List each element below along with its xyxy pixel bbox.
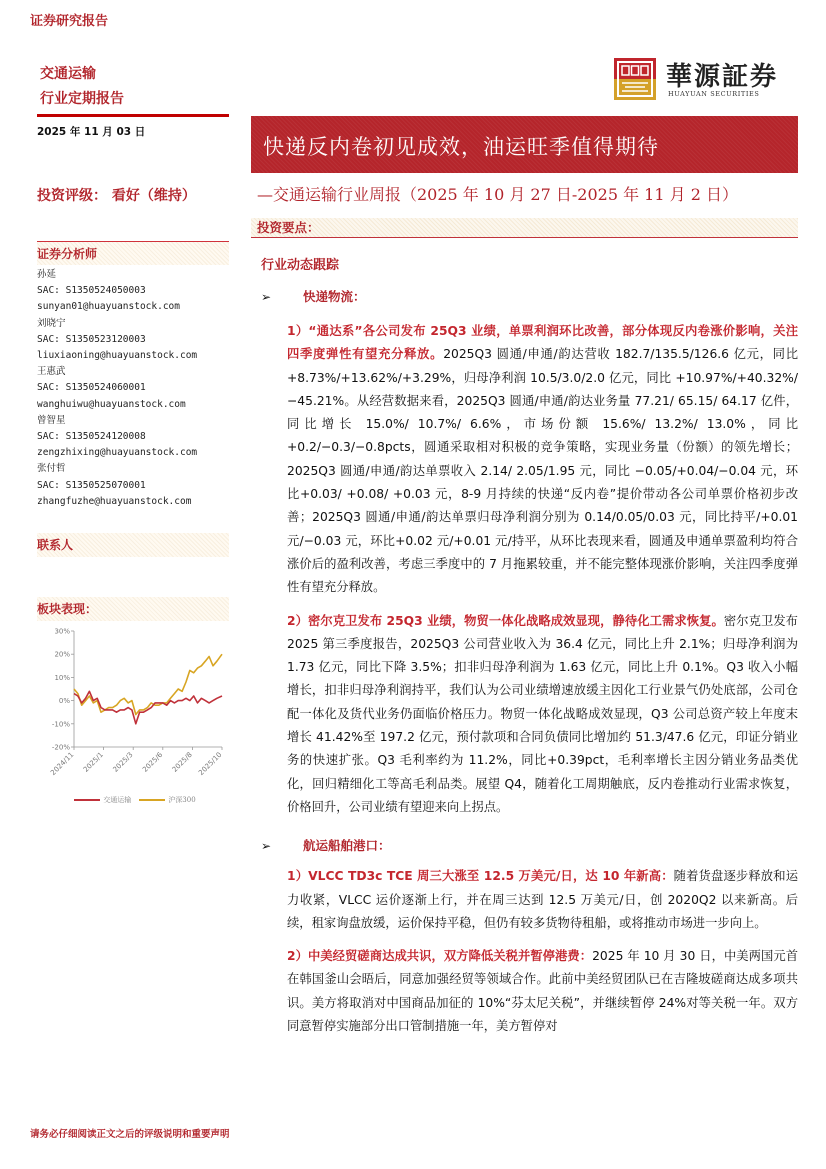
paragraph-body: 密尔克卫发布 2025 第三季度报告，2025Q3 公司营业收入为 36.4 亿元，同比上升 2.1%；归母净利润为 1.73 亿元，同比下降 3.5%；扣非归母净利润为 1.63 亿元，同比上升 0.1%。Q3 收入小幅增长，扣非归母净利润持平，我们认为公司业绩增速放缓主因化工行业景气仍处底部，公司仓配一体化及货代业务仍面临价格压力。物贸一体化战略成效显现，Q3 公司总资产较上年度末增长 41.42%至 197.2 亿元，预付款项和合同负债同比增加约 51.3/47.6 亿元，印证分销业务的快速扩张。Q3 毛利率约为 11.2%，同比+0.39pct，毛利率增长主因分销业务品类优化，回归精细化工等高毛利品类。展望 Q4，随着化工周期触底，反内卷推动行业需求恢复，价格回升，公司业绩有望迎来向上拐点。 [287, 613, 798, 814]
chart-legend [40, 795, 230, 805]
legend-label: 交通运输 [103, 796, 132, 804]
sector-performance-chart [40, 625, 230, 780]
x-tick-label: 2025/6 [141, 750, 165, 774]
x-tick-label: 2025/1 [81, 750, 106, 774]
analyst-item [37, 413, 229, 462]
title-banner [251, 116, 798, 173]
analyst-sac: SAC: S1350525070001 [37, 479, 146, 491]
bullet-label: 快递物流： [303, 289, 366, 304]
analyst-item [37, 267, 229, 316]
analyst-name: 王惠武 [37, 366, 66, 378]
analyst-sac: SAC: S1350524060001 [37, 382, 146, 394]
analyst-item [37, 364, 229, 413]
report-type: 行业定期报告 [40, 91, 124, 107]
key-points-header: 投资要点： [251, 218, 798, 238]
logo-name-cn: 華源証券 [666, 62, 779, 92]
x-tick-label: 2025/3 [111, 750, 135, 774]
y-tick-label: 0% [58, 697, 70, 706]
analysts-header [37, 241, 229, 265]
x-tick-label: 2025/8 [170, 750, 194, 774]
x-tick-label: 2025/10 [197, 750, 224, 777]
paragraph-body: 随着货盘逐步释放和运力收紧，VLCC 运价逐渐上行，并在周三达到 12.5 万美元/日，创 2020Q2 以来新高。后续，租家询盘放缓，运价保持平稳，但仍有较多货物待租船，或将推动市场进一步向上。 [287, 869, 798, 930]
analyst-item [37, 316, 229, 365]
logo-name-en: HUAYUAN SECURITIES [668, 90, 760, 98]
paragraph [287, 610, 798, 820]
performance-header [37, 597, 229, 621]
analysts-label: 证券分析师 [37, 247, 98, 261]
y-tick-label: 20% [54, 650, 70, 659]
performance-label: 板块表现： [37, 602, 98, 616]
paragraph-body: 2025Q3 圆通/申通/韵达营收 182.7/135.5/126.6 亿元，同比 +8.73%/+13.62%/+3.29%，归母净利润 10.5/3.0/2.0 亿元，同比 +10.97%/+40.32%/−45.21%。从经营数据来看，2025Q3 圆通/申通/韵达业务量 77.21/ 65.15/ 64.17 亿件，同比增长 15.0%/ 10.7%/ 6.6%，市场份额 15.6%/ 13.2%/ 13.0%，同比+0.2/−0.3/−0.8pcts，圆通采取相对积极的竞争策略，实现业务量（份额）的领先增长；2025Q3 圆通/申通/韵达单票收入 2.14/ 2.05/1.95 元，同比 −0.05/+0.04/−0.04 元，环比+0.03/ +0.08/ +0.03 元，8-9 月持续的快递“反内卷”提价带动各公司单票价格初步改善；2025Q3 圆通/申通/韵达单票归母净利润分别为 0.14/0.05/0.03 元，同比持平/+0.01 元/−0.03 元，环比+0.02 元/+0.01 元/持平，从环比表现来看，圆通及申通单票盈利均符合涨价后的盈利改善，考虑三季度中的 7 月拖累较重，并不能完整体现涨价影响，关注四季度弹性有望充分释放。 [287, 347, 798, 595]
main-content [261, 256, 798, 1048]
arrow-bullet-icon: ➢ [261, 839, 272, 854]
series-line-沪深300 [74, 654, 222, 714]
bullet-label: 航运船舶港口： [303, 838, 391, 854]
analyst-email[interactable]: zengzhixing@huayuanstock.com [37, 447, 198, 459]
paragraph-body: 2025 年 10 月 30 日，中美两国元首在韩国釜山会晤后，同意加强经贸等领域合作。此前中美经贸团队已在吉隆坡磋商达成多项共识。美方将取消对中国商品加征的 10%“芬太尼关税”，并继续暂停 24%对等关税一年。双方同意暂停实施部分出口管制措施一年，美方暂停对 [287, 949, 799, 1034]
paragraph [287, 320, 798, 600]
paragraph-lead: 2）密尔克卫发布 25Q3 业绩，物贸一体化战略成效显现，静待化工需求恢复。 [287, 613, 724, 628]
company-logo [614, 58, 794, 100]
analyst-name: 孙延 [37, 269, 57, 280]
analyst-email[interactable]: liuxiaoning@huayuanstock.com [37, 350, 198, 362]
legend-swatch [139, 799, 165, 801]
legend-swatch [74, 799, 100, 801]
analyst-name: 曾智星 [37, 414, 66, 426]
arrow-bullet-icon: ➢ [261, 290, 272, 304]
report-subtitle: —交通运输行业周报（2025 年 10 月 27 日-2025 年 11 月 2 日） [257, 185, 738, 204]
paragraph-lead: 1）“通达系”各公司发布 25Q3 业绩，单票利润环比改善，部分体现反内卷涨价影响，关注四季度弹性有望充分释放。 [287, 324, 798, 362]
report-date: 2025 年 11 月 03 日 [37, 126, 146, 138]
section-title: 行业动态跟踪 [261, 258, 340, 273]
y-tick-label: 10% [54, 673, 70, 682]
logo-icon [614, 58, 656, 100]
paragraph-lead: 2）中美经贸磋商达成共识，双方降低关税并暂停港费： [287, 949, 593, 964]
x-tick-label: 2024/11 [49, 750, 76, 777]
contact-header [37, 533, 229, 557]
paragraph-lead: 1）VLCC TD3c TCE 周三大涨至 12.5 万美元/日，达 10 年新高： [287, 869, 674, 884]
chart-svg [40, 625, 230, 780]
analyst-email[interactable]: wanghuiwu@huayuanstock.com [37, 398, 186, 410]
analyst-email[interactable]: sunyan01@huayuanstock.com [37, 301, 180, 313]
analyst-name: 刘晓宁 [37, 317, 66, 329]
paragraph [287, 865, 798, 935]
divider [37, 114, 229, 117]
disclaimer: 请务必仔细阅读正文之后的评级说明和重要声明 [30, 1129, 230, 1140]
report-title: 快递反内卷初见成效，油运旺季值得期待 [263, 135, 659, 159]
y-tick-label: 30% [54, 627, 70, 636]
legend-item [74, 795, 131, 805]
analyst-email[interactable]: zhangfuzhe@huayuanstock.com [37, 495, 192, 507]
sector-name: 交通运输 [40, 66, 96, 82]
doc-type-label: 证券研究报告 [30, 14, 109, 29]
legend-item [139, 795, 195, 805]
investment-rating: 投资评级： 看好（维持） [37, 188, 196, 204]
paragraph [287, 945, 798, 1038]
bullet-express-logistics [261, 288, 798, 306]
analyst-name: 张付哲 [37, 463, 66, 475]
analyst-item [37, 461, 229, 510]
contact-label: 联系人 [37, 538, 74, 552]
legend-label: 沪深300 [168, 796, 196, 804]
bullet-shipping-ports [261, 837, 798, 855]
analyst-sac: SAC: S1350524120008 [37, 431, 146, 443]
analyst-list [37, 267, 229, 510]
analyst-sac: SAC: S1350524050003 [37, 285, 146, 297]
analyst-sac: SAC: S1350523120003 [37, 333, 146, 345]
y-tick-label: -10% [51, 720, 70, 729]
sector-block [40, 62, 124, 112]
y-tick-label: -20% [51, 743, 70, 752]
